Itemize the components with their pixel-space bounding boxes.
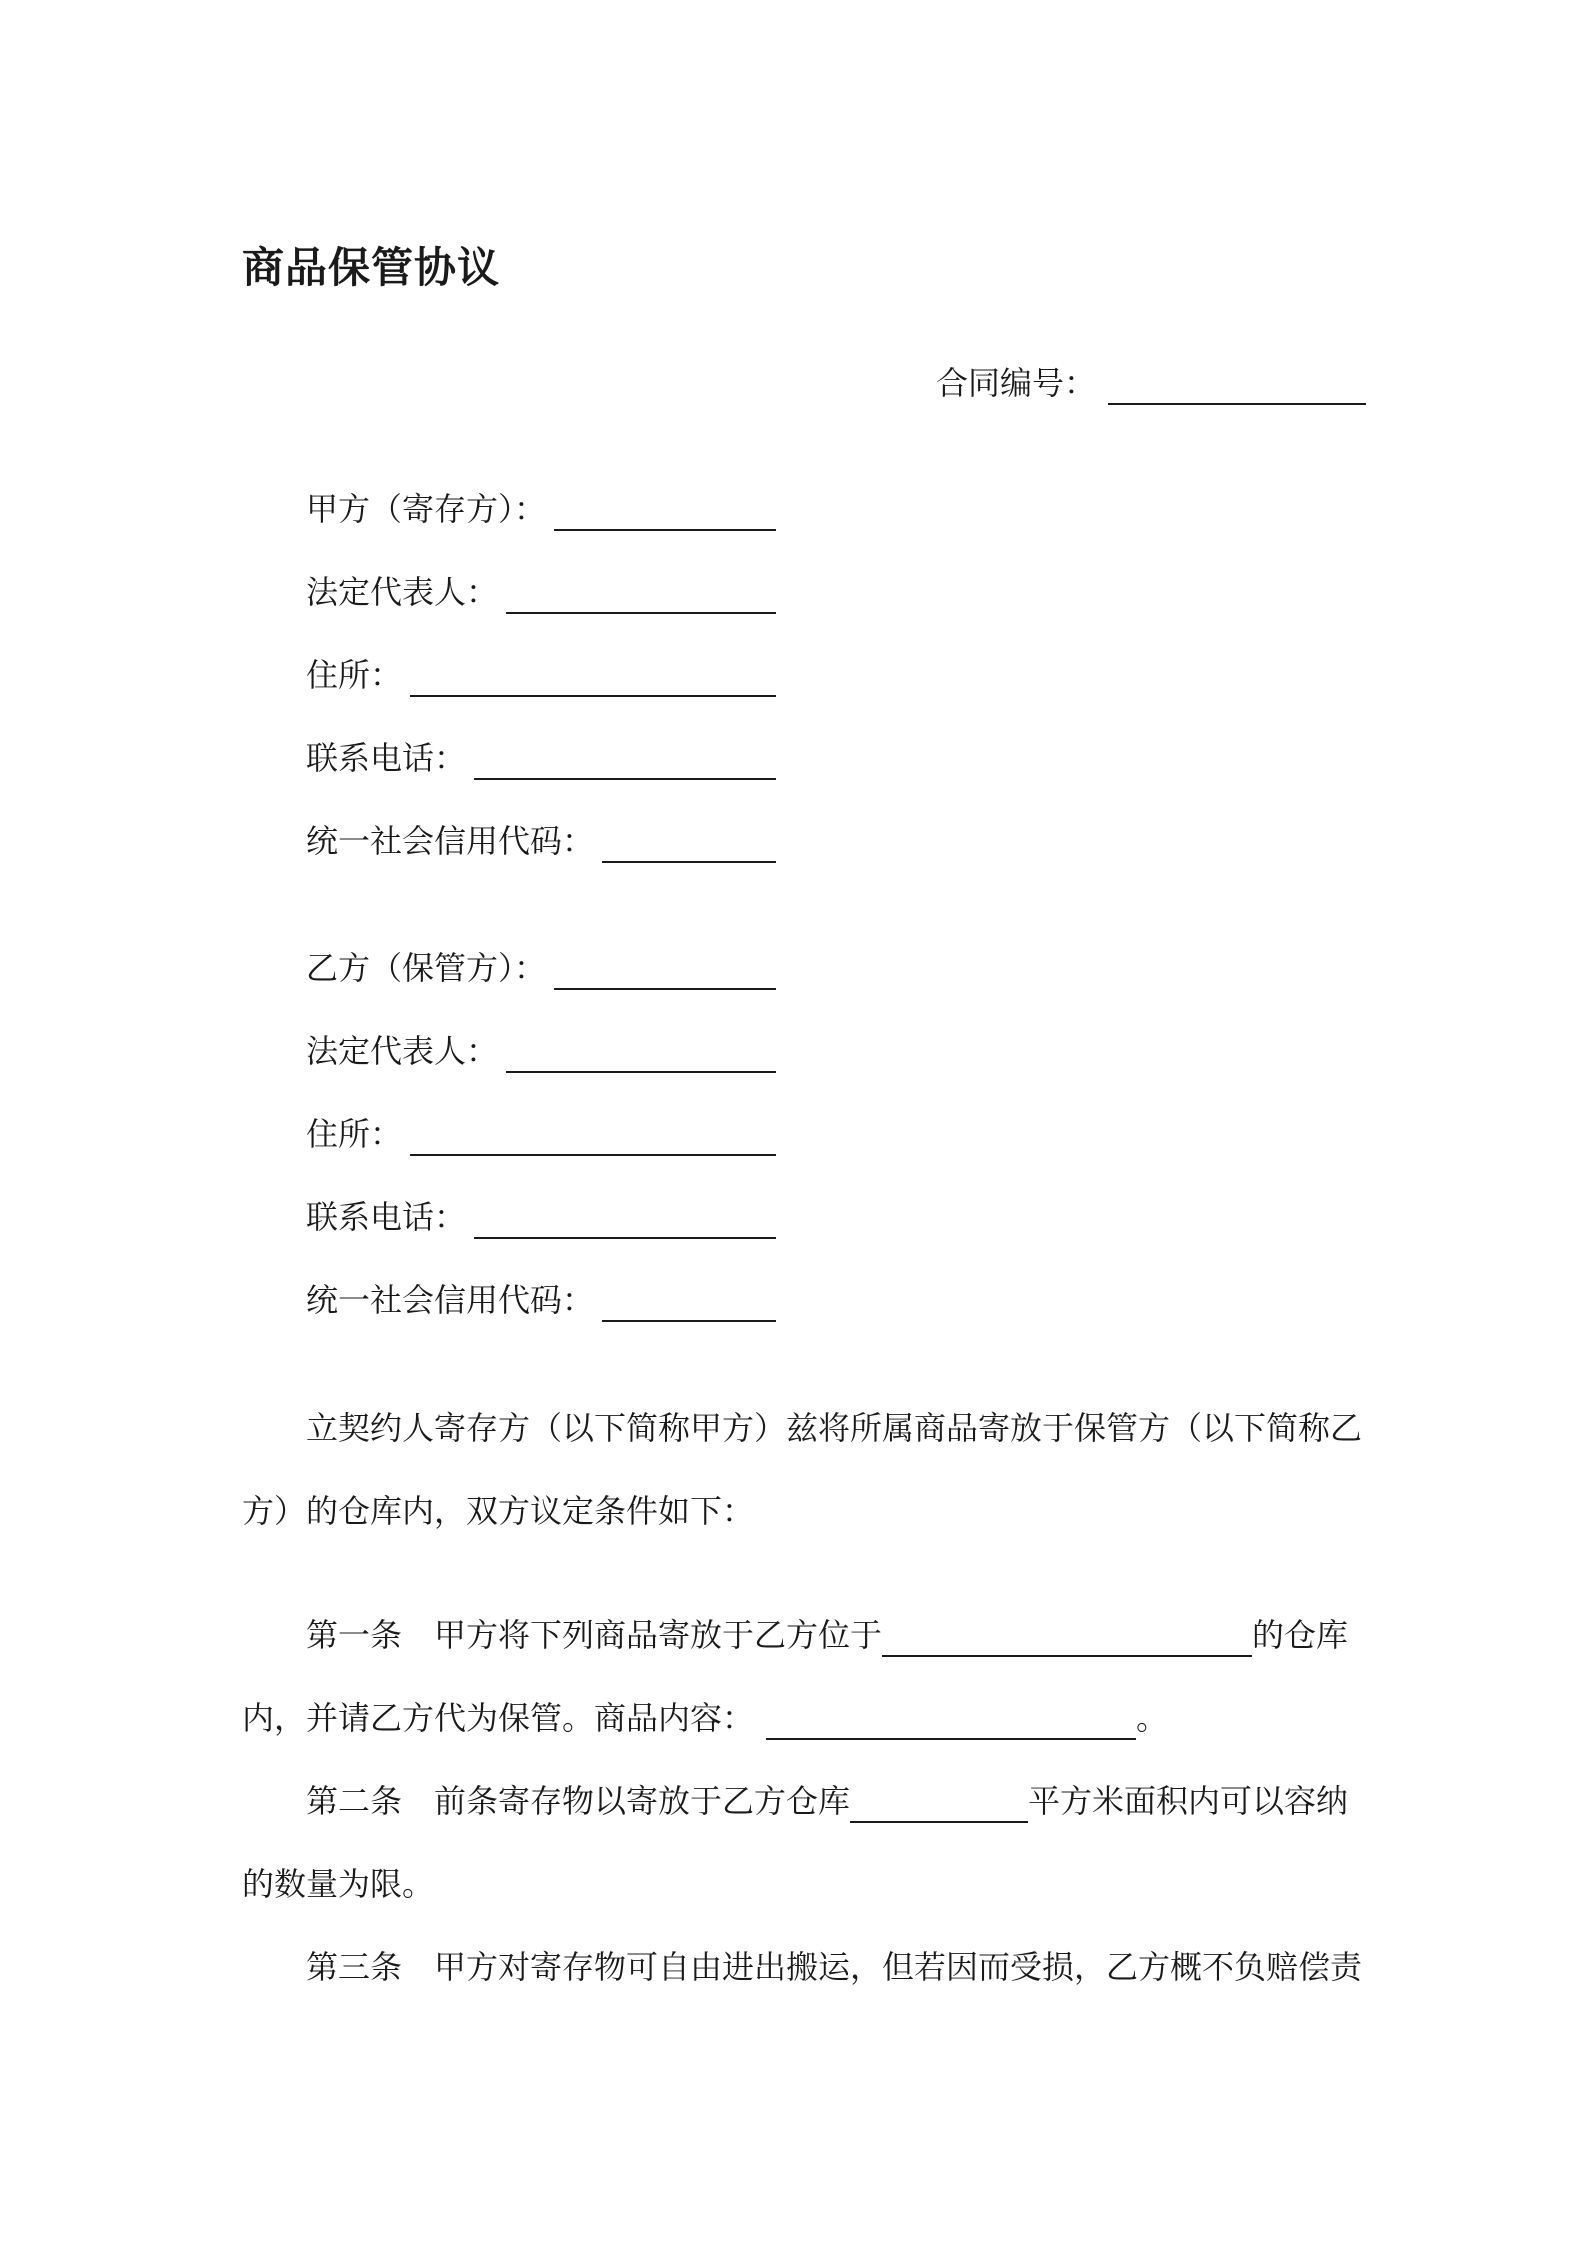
article-1-line-1 <box>306 1613 1348 1657</box>
party-a-address-row <box>306 653 776 697</box>
article-3-line-1 <box>306 1945 1362 1989</box>
article-2-text-b: 平方米面积内可以容纳 <box>1028 1782 1349 1820</box>
party-a-phone-field[interactable] <box>474 740 776 780</box>
article-2-text-a: 前条寄存物以寄放于乙方仓库 <box>434 1782 851 1820</box>
party-a-credit-code-row <box>306 819 776 863</box>
party-b-field[interactable] <box>554 950 776 990</box>
article-1-text-c: 内，并请乙方代为保管。商品内容： <box>242 1699 755 1737</box>
party-a-field[interactable] <box>554 491 776 531</box>
party-b-address-field[interactable] <box>410 1116 776 1156</box>
party-a-legal-rep-row <box>306 570 776 614</box>
warehouse-area-field[interactable] <box>850 1783 1028 1823</box>
contract-number-row <box>936 361 1366 405</box>
party-a-credit-code-label: 统一社会信用代码： <box>306 822 595 860</box>
contract-number-field[interactable] <box>1108 365 1366 405</box>
party-a-label: 甲方（寄存方）： <box>306 490 547 528</box>
party-a-address-field[interactable] <box>410 657 776 697</box>
article-1-label: 第一条 <box>306 1616 403 1654</box>
article-1-text-d: 。 <box>1136 1699 1169 1737</box>
party-b-address-label: 住所： <box>306 1115 403 1153</box>
contract-number-label: 合同编号： <box>936 364 1097 402</box>
party-a-legal-rep-field[interactable] <box>506 574 776 614</box>
warehouse-location-field[interactable] <box>882 1617 1252 1657</box>
article-3-text-a: 甲方对寄存物可自由进出搬运，但若因而受损，乙方概不负赔偿责 <box>434 1948 1363 1986</box>
article-1-line-2 <box>242 1696 1168 1740</box>
party-b-label: 乙方（保管方）： <box>306 949 547 987</box>
party-b-legal-rep-label: 法定代表人： <box>306 1032 499 1070</box>
party-a-phone-row <box>306 736 776 780</box>
party-a-row <box>306 487 776 531</box>
party-a-address-label: 住所： <box>306 656 403 694</box>
party-b-credit-code-field[interactable] <box>602 1282 776 1322</box>
article-2-line-2: 的数量为限。 <box>242 1865 435 1903</box>
party-a-credit-code-field[interactable] <box>602 823 776 863</box>
document-title: 商品保管协议 <box>242 243 501 292</box>
party-a-phone-label: 联系电话： <box>306 739 467 777</box>
party-b-address-row <box>306 1112 776 1156</box>
preamble-line-1: 立契约人寄存方（以下简称甲方）兹将所属商品寄放于保管方（以下简称乙 <box>306 1409 1363 1447</box>
party-b-legal-rep-row <box>306 1029 776 1073</box>
party-b-row <box>306 946 776 990</box>
party-b-phone-label: 联系电话： <box>306 1198 467 1236</box>
article-2-label: 第二条 <box>306 1782 403 1820</box>
goods-content-field[interactable] <box>766 1700 1136 1740</box>
article-2-line-1 <box>306 1779 1348 1823</box>
party-b-phone-row <box>306 1195 776 1239</box>
party-b-credit-code-row <box>306 1278 776 1322</box>
party-b-credit-code-label: 统一社会信用代码： <box>306 1281 595 1319</box>
party-a-legal-rep-label: 法定代表人： <box>306 573 499 611</box>
article-1-text-a: 甲方将下列商品寄放于乙方位于 <box>434 1616 883 1654</box>
article-3-label: 第三条 <box>306 1948 403 1986</box>
preamble-line-2: 方）的仓库内，双方议定条件如下： <box>242 1492 755 1530</box>
party-b-legal-rep-field[interactable] <box>506 1033 776 1073</box>
party-b-phone-field[interactable] <box>474 1199 776 1239</box>
article-1-text-b: 的仓库 <box>1252 1616 1349 1654</box>
